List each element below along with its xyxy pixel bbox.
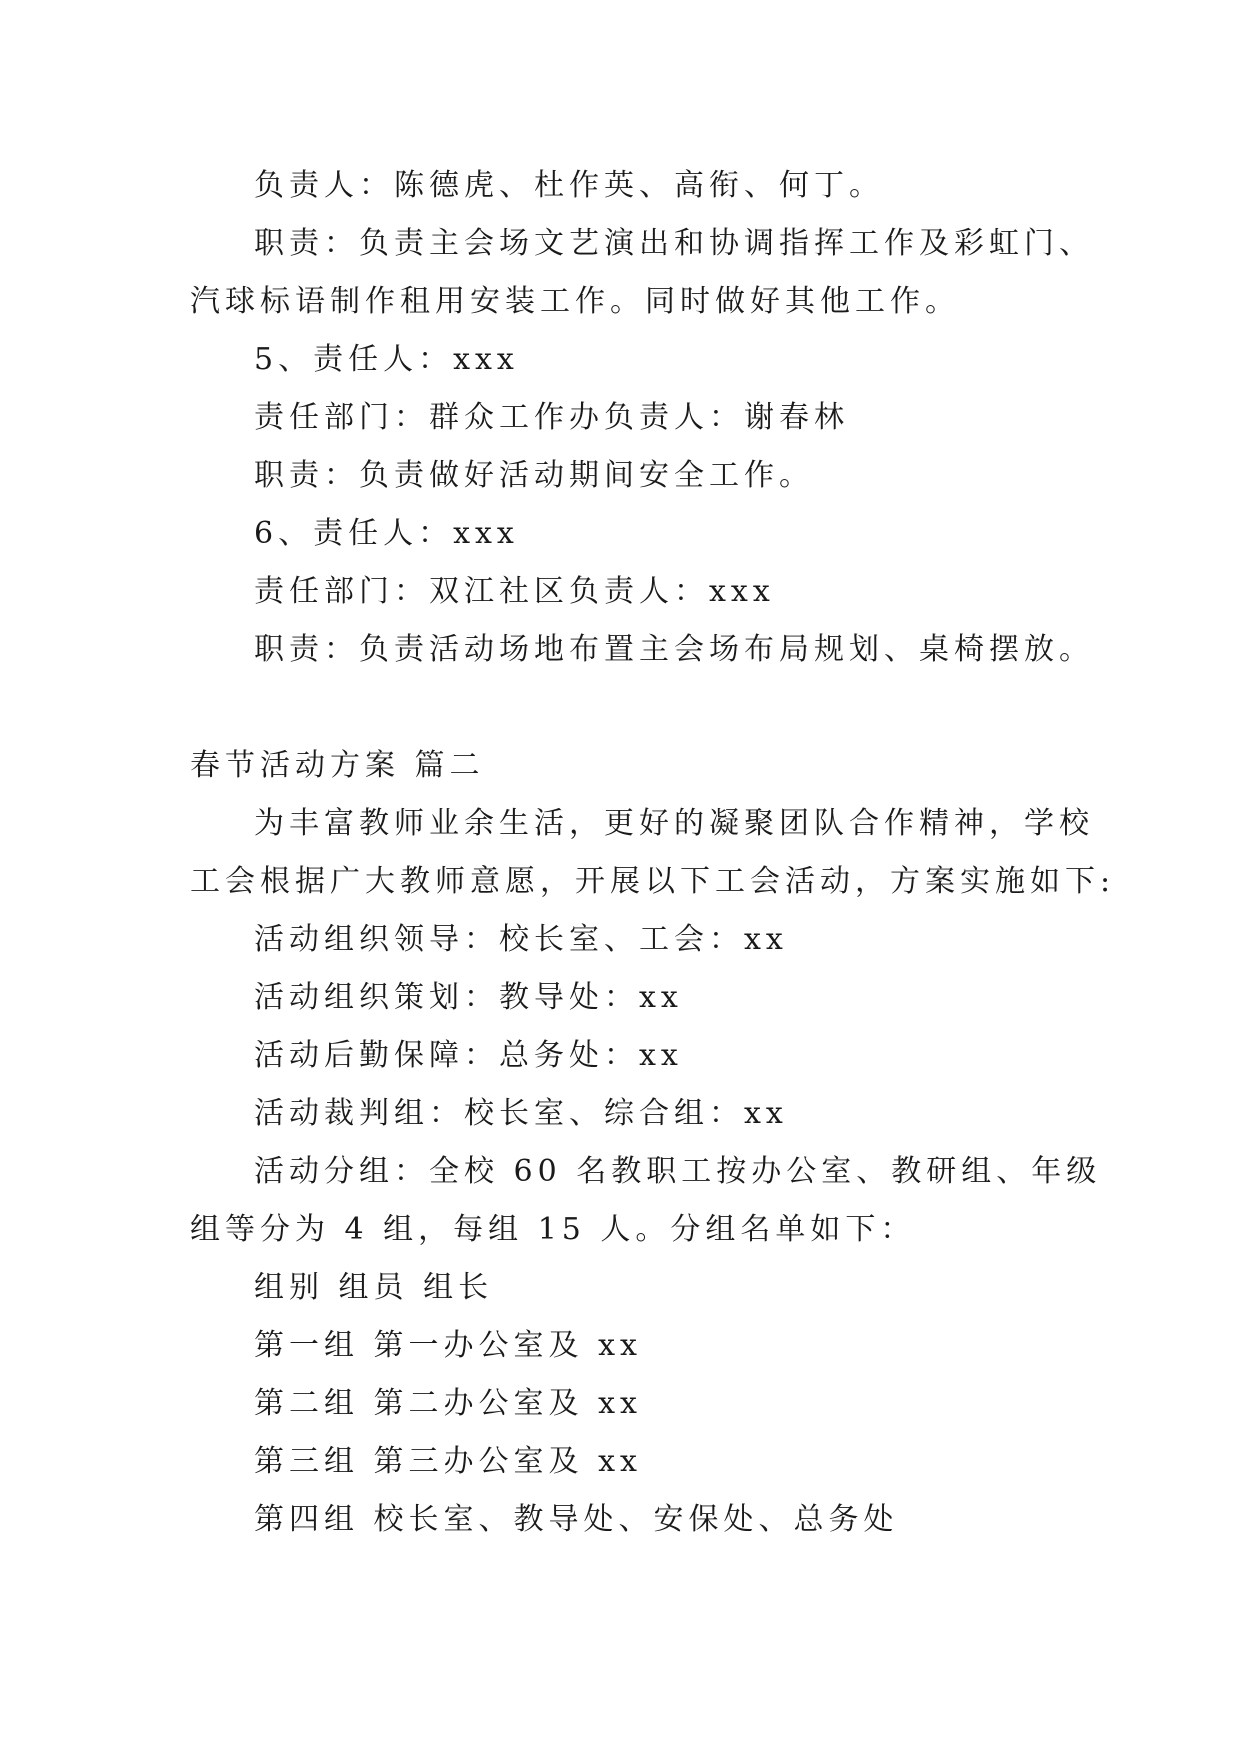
paragraph-line: 责任部门：双江社区负责人：xxx xyxy=(254,574,775,609)
paragraph-line: 6、责任人：xxx xyxy=(254,516,519,551)
paragraph-line: 活动后勤保障：总务处：xx xyxy=(254,1038,683,1073)
paragraph-line: 5、责任人：xxx xyxy=(254,342,519,377)
paragraph-line: 活动组织领导：校长室、工会：xx xyxy=(254,922,788,957)
paragraph-line: 为丰富教师业余生活，更好的凝聚团队合作精神，学校 xyxy=(254,806,1094,841)
group-table-row: 第二组 第二办公室及 xx xyxy=(254,1386,642,1421)
paragraph-line: 活动组织策划：教导处：xx xyxy=(254,980,683,1015)
paragraph-line: 职责：负责做好活动期间安全工作。 xyxy=(254,458,814,493)
paragraph-line: 职责：负责主会场文艺演出和协调指挥工作及彩虹门、 xyxy=(254,226,1094,261)
paragraph-line: 负责人：陈德虎、杜作英、高衔、何丁。 xyxy=(254,168,884,203)
paragraph-line: 职责：负责活动场地布置主会场布局规划、桌椅摆放。 xyxy=(254,632,1094,667)
section-heading: 春节活动方案 篇二 xyxy=(190,748,485,783)
paragraph-line: 汽球标语制作租用安装工作。同时做好其他工作。 xyxy=(190,284,960,319)
paragraph-line: 工会根据广大教师意愿，开展以下工会活动，方案实施如下: xyxy=(190,864,1116,899)
paragraph-line: 责任部门：群众工作办负责人：谢春林 xyxy=(254,400,849,435)
paragraph-line: 活动裁判组：校长室、综合组：xx xyxy=(254,1096,788,1131)
group-table-row: 第四组 校长室、教导处、安保处、总务处 xyxy=(254,1502,899,1537)
paragraph-line: 组等分为 4 组，每组 15 人。分组名单如下： xyxy=(190,1212,916,1247)
paragraph-line: 活动分组：全校 60 名教职工按办公室、教研组、年级 xyxy=(254,1154,1102,1189)
group-table-header: 组别 组员 组长 xyxy=(254,1270,494,1305)
group-table-row: 第一组 第一办公室及 xx xyxy=(254,1328,642,1363)
group-table-row: 第三组 第三办公室及 xx xyxy=(254,1444,642,1479)
